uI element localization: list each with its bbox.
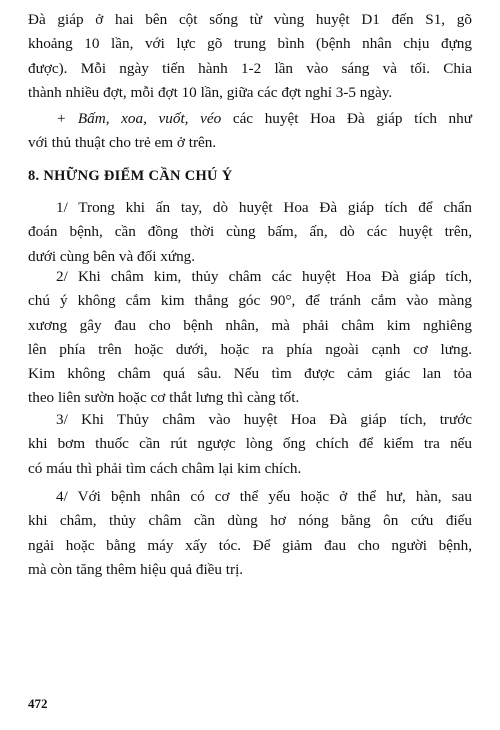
massage-rest: các huyệt Hoa Đà giáp tích như bbox=[221, 110, 472, 127]
note-2-paragraph bbox=[28, 265, 472, 411]
note-line: lên phía trên hoặc dưới, hoặc ra phía ngoài cạnh cơ lưng. bbox=[28, 340, 472, 358]
note-line: khi châm, thủy châm cần dùng hơ nóng bằng ôn cứu điếu bbox=[28, 512, 472, 530]
intro-line: Đà giáp ở hai bên cột sống từ vùng huyệt D1 đến S1, gõ bbox=[28, 11, 472, 28]
note-line: 1/ Trong khi ấn tay, dò huyệt Hoa Đà giáp tích để chẩn bbox=[56, 199, 472, 216]
intro-line: khoảng 10 lần, với lực gõ trung bình (bệnh nhân chịu đựng bbox=[28, 35, 472, 53]
massage-prefix: + Bấm, xoa, vuốt, véo bbox=[56, 110, 222, 127]
note-line: xương gây đau cho bệnh nhân, mà phải châm kim nghiêng bbox=[28, 316, 472, 334]
intro-line: thành nhiều đợt, mỗi đợt 10 lần, giữa các đợt nghỉ 3-5 ngày. bbox=[28, 83, 393, 101]
note-line: có máu thì phải tìm cách châm lại kim chích. bbox=[28, 459, 302, 477]
intro-line: được). Mỗi ngày tiến hành 1-2 lần vào sáng và tối. Chia bbox=[28, 59, 472, 77]
note-line: ngải hoặc bằng máy xấy tóc. Để giảm đau cho người bệnh, bbox=[28, 536, 472, 554]
note-line: 2/ Khi châm kim, thủy châm các huyệt Hoa Đà giáp tích, bbox=[56, 268, 472, 285]
note-line: chú ý không cắm kim thẳng góc 90°, để tránh cắm vào màng bbox=[28, 292, 472, 310]
note-3-paragraph bbox=[28, 408, 472, 481]
note-line: mà còn tăng thêm hiệu quả điều trị. bbox=[28, 560, 244, 578]
note-line: 3/ Khi Thủy châm vào huyệt Hoa Đà giáp tích, trước bbox=[56, 411, 472, 428]
note-1-paragraph bbox=[28, 196, 472, 269]
note-line: khi bơm thuốc cần rút ngược lòng ống chích để kiểm tra nếu bbox=[28, 435, 472, 453]
note-line: theo liên sườn hoặc cơ thắt lưng thì càng tốt. bbox=[28, 389, 300, 407]
section-heading: 8. NHỮNG ĐIỂM CẦN CHÚ Ý bbox=[28, 168, 233, 184]
note-line: Kim không châm quá sâu. Nếu tìm được cảm giác lan tỏa bbox=[28, 365, 472, 383]
massage-line: với thủ thuật cho trẻ em ở trên. bbox=[28, 134, 217, 152]
page-number: 472 bbox=[28, 696, 48, 711]
note-line: đoán bệnh, cần đồng thời cùng bấm, ấn, dò các huyệt trên, bbox=[28, 223, 472, 241]
note-4-paragraph bbox=[28, 485, 472, 582]
note-line: 4/ Với bệnh nhân có cơ thể yếu hoặc ở thể hư, hàn, sau bbox=[56, 488, 472, 505]
note-line: dưới cùng bên và đối xứng. bbox=[28, 247, 196, 265]
intro-paragraph bbox=[28, 8, 472, 105]
massage-paragraph bbox=[28, 107, 472, 156]
massage-line bbox=[28, 107, 472, 131]
